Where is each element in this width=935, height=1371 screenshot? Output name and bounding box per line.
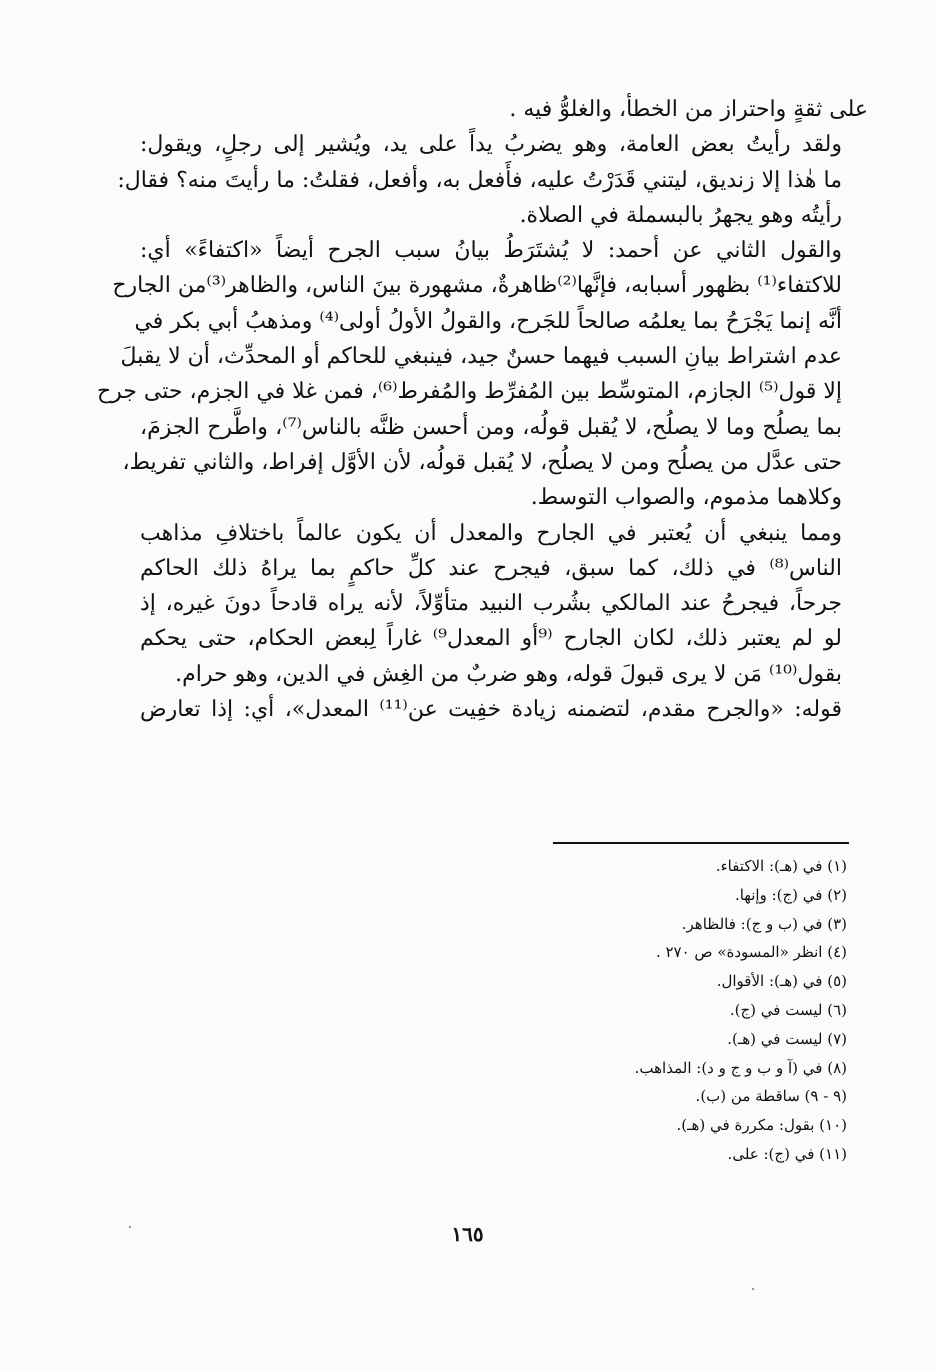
- footnote: (٢) في (ج): وإنها.: [734, 885, 847, 904]
- text-line: جرحاً، فيجرحُ عند المالكي بشُرب النبيد متأوِّلاً، لأنه يراه قادحاً دونَ غيره، إذ: [140, 591, 842, 617]
- text-line: على ثقةٍ واحتراز من الخطأ، والغلوُّ فيه .: [509, 97, 868, 122]
- footnote: (٤) انظر «المسودة» ص ٢٧٠ .: [655, 943, 847, 962]
- page-number: ١٦٥: [451, 1222, 484, 1246]
- footnote: (٦) ليست في (ج).: [729, 1000, 847, 1019]
- footnote: (٣) في (ب و ج): فالظاهر.: [681, 914, 847, 933]
- text-line: والقول الثاني عن أحمد: لا يُشتَرَطُ بيانُ سبب الجرح أيضاً «اكتفاءً» أي:: [140, 238, 842, 264]
- text-line: أنَّه إنما يَجْرَحُ بما يعلمُه صالحاً للجَرح، والقولُ الأولُ أولى⁽⁴⁾ ومذهبُ أبي بكر في: [134, 308, 842, 334]
- footnote: (١٠) بقول: مكررة في (هـ).: [676, 1116, 847, 1135]
- footnote-separator: [553, 842, 849, 844]
- main-text: [96, 92, 868, 727]
- text-line: وكلاهما مذموم، والصواب التوسط.: [530, 485, 842, 511]
- paragraph-5: [140, 692, 868, 727]
- paragraph-3: [96, 233, 868, 515]
- text-line: بقول⁽¹⁰⁾ مَن لا يرى قبولَ قوله، وهو ضربٌ من الغِش في الدين، وهو حرام.: [175, 661, 842, 687]
- footnotes: [427, 852, 847, 1169]
- text-line: قوله: «والجرح مقدم، لتضمنه زيادة خفِيت عن⁽¹¹⁾ المعدل»، أي: إذا تعارض: [140, 697, 842, 723]
- scan-speck: [752, 1288, 754, 1290]
- footnote: (١) في (هـ): الاكتفاء.: [715, 857, 847, 875]
- scan-speck: [129, 1226, 131, 1228]
- text-line: للاكتفاء⁽¹⁾ بظهور أسبابه، فإنَّها⁽²⁾ظاهرةٌ، مشهورة بينَ الناس، والظاهر⁽³⁾من الجارح: [112, 273, 842, 299]
- text-line: ولقد رأيتُ بعض العامة، وهو يضربُ يداً على يد، ويُشير إلى رجلٍ، ويقول:: [140, 132, 842, 158]
- text-line: ومما ينبغي أن يُعتبر في الجارح والمعدل أن يكون عالماً باختلافِ مذاهب: [140, 520, 842, 546]
- text-line: رأيتُه وهو يجهرُ بالبسملة في الصلاة.: [519, 202, 842, 228]
- paragraph-1: [140, 92, 868, 127]
- footnote: (٨) في (آ و ب و ج و د): المذاهب.: [634, 1058, 847, 1077]
- footnote: (٩ - ٩) ساقطة من (ب).: [695, 1087, 847, 1106]
- paragraph-2: [117, 127, 868, 233]
- text-line: ما هٰذا إلا زنديق، ليتني قَدَرْتُ عليه، فأَفعل به، وأفعل، فقلتُ: ما رأيتَ منه؟ فقال:: [117, 167, 842, 193]
- footnote: (٥) في (هـ): الأقوال.: [716, 972, 847, 991]
- text-line: إلا قول⁽⁵⁾ الجازم، المتوسِّط بين المُفرِّط والمُفرط⁽⁶⁾، فمن غلا في الجزم، حتى جرح: [96, 379, 842, 405]
- text-line: حتى عدَّل من يصلُح ومن لا يصلُح، لا يُقبل قولُه، لأن الأوَّل إفراط، والثاني تفريط،: [122, 449, 842, 475]
- text-line: بما يصلُح وما لا يصلُح، لا يُقبل قولُه، ومن أحسن ظنَّه بالناس⁽⁷⁾، واطَّرح الجزمَ،: [140, 414, 843, 440]
- text-line: عدم اشتراط بيانِ السبب فيهما حسنٌ جيد، فينبغي للحاكم أو المحدِّث، أن لا يقبلَ: [120, 344, 842, 370]
- paragraph-4: [140, 516, 868, 692]
- text-line: لو لم يعتبر ذلك، لكان الجارح ⁽⁹أو المعدل⁹⁾ غاراً لِبعض الحكام، حتى يحكم: [140, 626, 842, 652]
- text-line: الناس⁽⁸⁾ في ذلك، كما سبق، فيجرح عند كلِّ حاكمٍ بما يراهُ ذلك الحاكم: [140, 555, 842, 581]
- footnote: (٧) ليست في (هـ).: [727, 1029, 847, 1048]
- footnote: (١١) في (ج): على.: [727, 1144, 847, 1163]
